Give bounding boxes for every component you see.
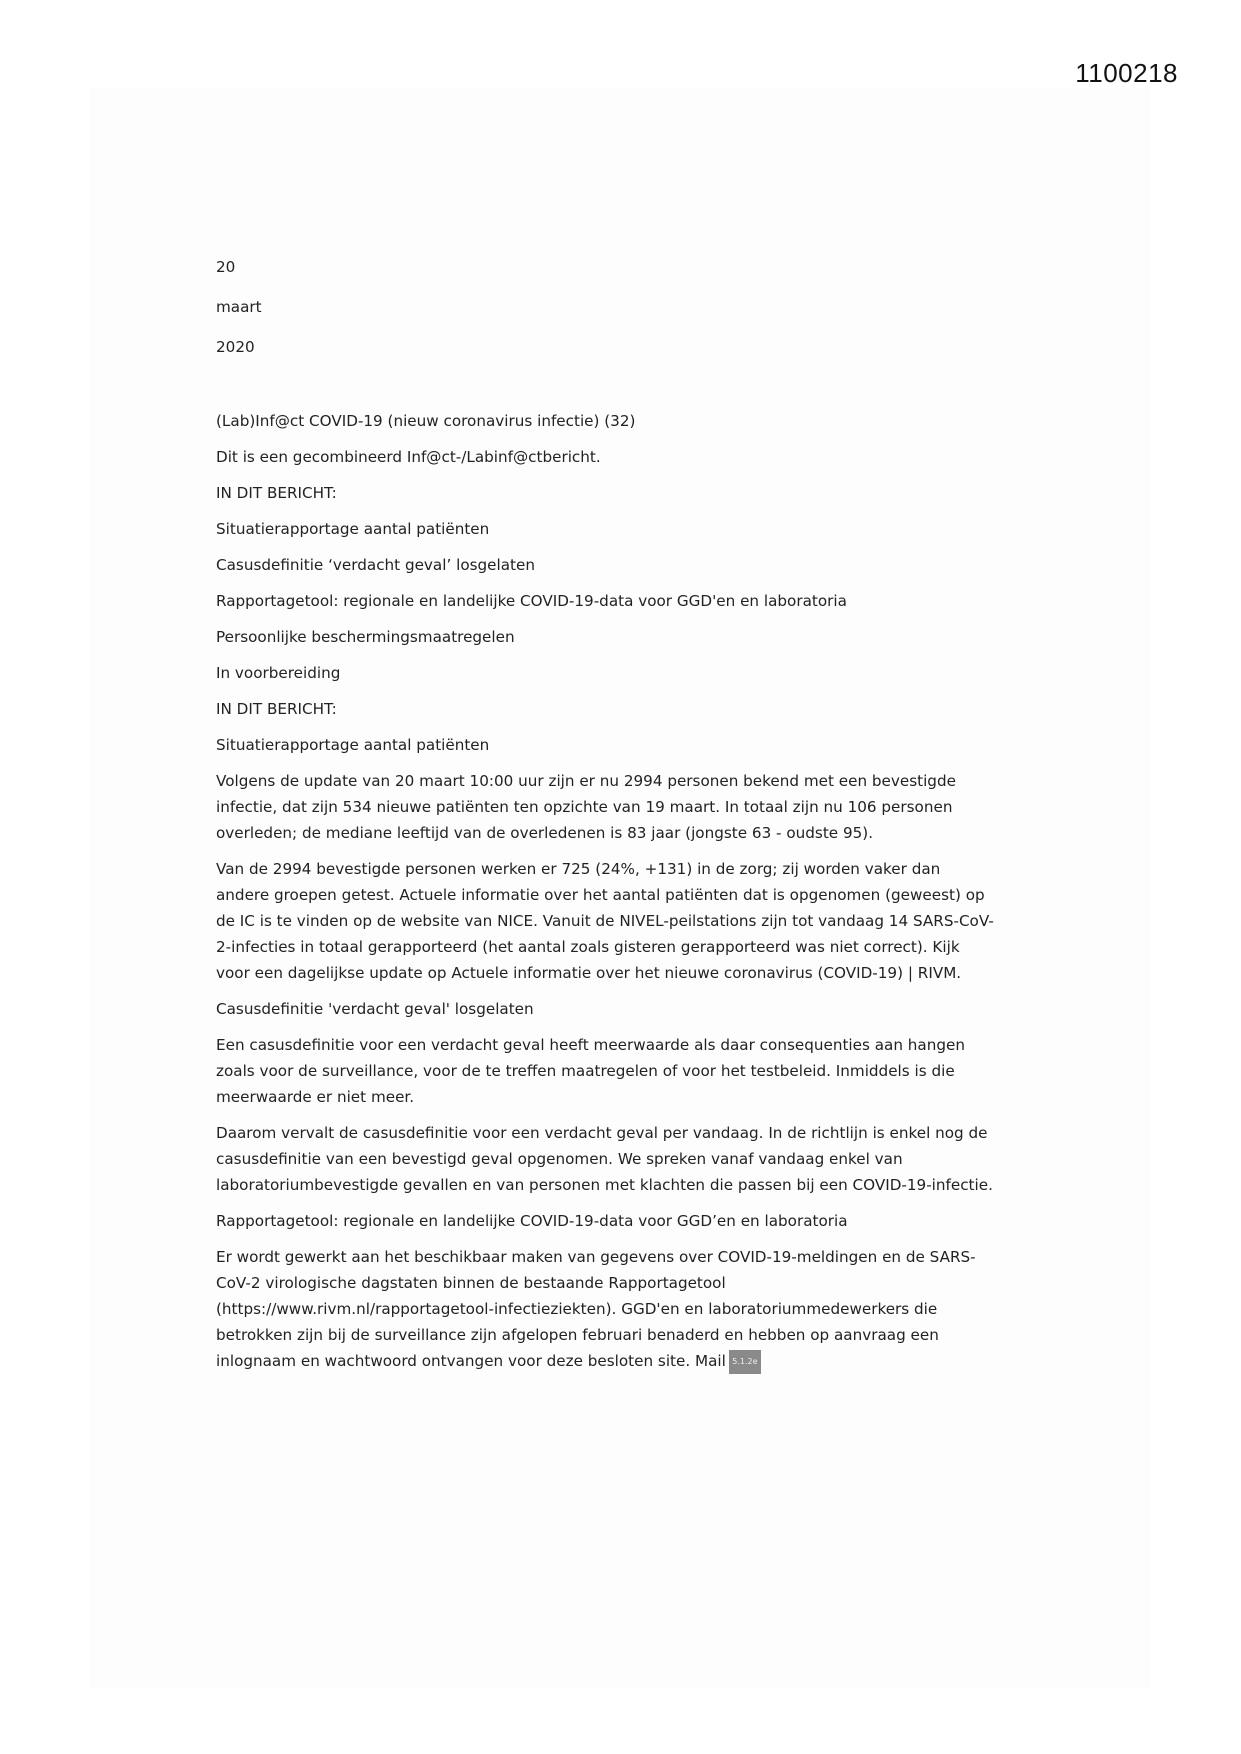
toc-item: Persoonlijke beschermingsmaatregelen bbox=[216, 628, 515, 646]
paragraph-line: de IC is te vinden op de website van NICE. Vanuit de NIVEL-peilstations zijn tot vandaag 14 SARS-CoV- bbox=[216, 912, 994, 930]
paragraph-line: Daarom vervalt de casusdefinitie voor een verdacht geval per vandaag. In de richtlijn is enkel nog de bbox=[216, 1124, 988, 1142]
date-year: 2020 bbox=[216, 338, 255, 356]
paragraph-line: Er wordt gewerkt aan het beschikbaar maken van gegevens over COVID-19-meldingen en de SARS- bbox=[216, 1248, 976, 1266]
toc-item: Situatierapportage aantal patiënten bbox=[216, 520, 490, 538]
toc-heading-repeat: IN DIT BERICHT: bbox=[216, 700, 337, 718]
case-definition-paragraph-1 bbox=[216, 1032, 1036, 1110]
paragraph-line: CoV-2 virologische dagstaten binnen de bestaande Rapportagetool bbox=[216, 1274, 726, 1292]
section-heading-situation: Situatierapportage aantal patiënten bbox=[216, 736, 490, 754]
toc-item: In voorbereiding bbox=[216, 664, 341, 682]
paragraph-line: betrokken zijn bij de surveillance zijn afgelopen februari benaderd en hebben op aanvraag een bbox=[216, 1326, 939, 1344]
toc-item: Rapportagetool: regionale en landelijke COVID-19-data voor GGD'en en laboratoria bbox=[216, 592, 847, 610]
message-intro: Dit is een gecombineerd Inf@ct-/Labinf@ctbericht. bbox=[216, 448, 601, 466]
paragraph-line: zoals voor de surveillance, voor de te treffen maatregelen of voor het testbeleid. Inmiddels is die bbox=[216, 1062, 955, 1080]
paragraph-line: meerwaarde er niet meer. bbox=[216, 1088, 415, 1106]
paragraph-line: overleden; de mediane leeftijd van de overledenen is 83 jaar (jongste 63 - oudste 95). bbox=[216, 824, 874, 842]
redaction-box: 5.1.2e bbox=[729, 1350, 761, 1374]
paragraph-line: Volgens de update van 20 maart 10:00 uur zijn er nu 2994 personen bekend met een bevestigde bbox=[216, 772, 956, 790]
tool-paragraph-1 bbox=[216, 1244, 1036, 1374]
toc-heading: IN DIT BERICHT: bbox=[216, 484, 337, 502]
document-number: 1100218 bbox=[1075, 58, 1178, 88]
paragraph-line: Een casusdefinitie voor een verdacht geval heeft meerwaarde als daar consequenties aan hangen bbox=[216, 1036, 965, 1054]
paragraph-line: casusdefinitie van een bevestigd geval opgenomen. We spreken vanaf vandaag enkel van bbox=[216, 1150, 903, 1168]
paragraph-line: laboratoriumbevestigde gevallen en van personen met klachten die passen bij een COVID-19-infectie. bbox=[216, 1176, 993, 1194]
paragraph-line: andere groepen getest. Actuele informatie over het aantal patiënten dat is opgenomen (geweest) op bbox=[216, 886, 985, 904]
section-heading-case-definition: Casusdefinitie 'verdacht geval' losgelaten bbox=[216, 1000, 534, 1018]
paragraph-line: (https://www.rivm.nl/rapportagetool-infectieziekten). GGD'en en laboratoriummedewerkers die bbox=[216, 1300, 938, 1318]
date-day: 20 bbox=[216, 258, 236, 276]
paragraph-line-with-redaction bbox=[216, 1348, 1036, 1374]
section-heading-tool: Rapportagetool: regionale en landelijke COVID-19-data voor GGD’en en laboratoria bbox=[216, 1212, 848, 1230]
paragraph-line: infectie, dat zijn 534 nieuwe patiënten ten opzichte van 19 maart. In totaal zijn nu 106 personen bbox=[216, 798, 953, 816]
toc-item: Casusdefinitie ‘verdacht geval’ losgelaten bbox=[216, 556, 535, 574]
case-definition-paragraph-2 bbox=[216, 1120, 1036, 1198]
paragraph-line: 2-infecties in totaal gerapporteerd (het aantal zoals gisteren gerapporteerd was niet correct). Kijk bbox=[216, 938, 960, 956]
message-title: (Lab)Inf@ct COVID-19 (nieuw coronavirus infectie) (32) bbox=[216, 412, 636, 430]
date-month: maart bbox=[216, 298, 262, 316]
paragraph-line-text: inlognaam en wachtwoord ontvangen voor deze besloten site. Mail bbox=[216, 1352, 726, 1370]
paragraph-line: Van de 2994 bevestigde personen werken er 725 (24%, +131) in de zorg; zij worden vaker dan bbox=[216, 860, 941, 878]
paragraph-line: voor een dagelijkse update op Actuele informatie over het nieuwe coronavirus (COVID-19) | RIVM. bbox=[216, 964, 962, 982]
document-body bbox=[216, 254, 1036, 1374]
situation-paragraph-1 bbox=[216, 768, 1036, 846]
situation-paragraph-2 bbox=[216, 856, 1036, 986]
